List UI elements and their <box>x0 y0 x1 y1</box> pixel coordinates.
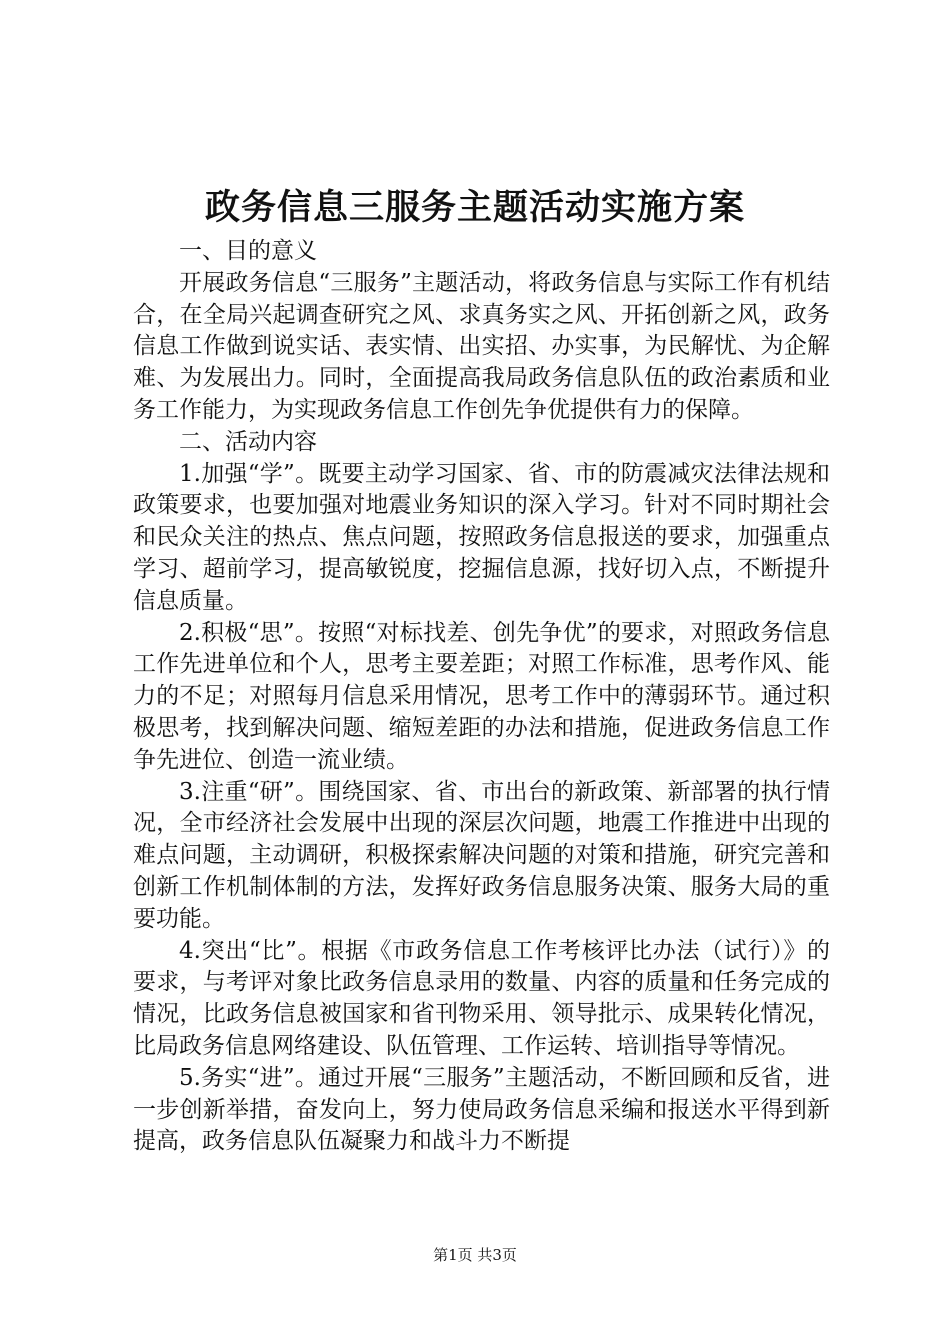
paragraph-item-3: 3.注重“研”。围绕国家、省、市出台的新政策、新部署的执行情况，全市经济社会发展中出现的深层次问题，地震工作推进中出现的难点问题，主动调研，积极探索解决问题的对策和措施，研究完善和创新工作机制体制的方法，发挥好政务信息服务决策、服务大局的重要功能。 <box>133 778 830 932</box>
paragraph-item-2: 2.积极“思”。按照“对标找差、创先争优”的要求，对照政务信息工作先进单位和个人，思考主要差距；对照工作标准，思考作风、能力的不足；对照每月信息采用情况，思考工作中的薄弱环节。通过积极思考，找到解决问题、缩短差距的办法和措施，促进政务信息工作争先进位、创造一流业绩。 <box>133 619 830 773</box>
document-body <box>133 236 830 1158</box>
paragraph-item-1: 1.加强“学”。既要主动学习国家、省、市的防震减灾法律法规和政策要求，也要加强对地震业务知识的深入学习。针对不同时期社会和民众关注的热点、焦点问题，按照政务信息报送的要求，加强重点学习、超前学习，提高敏锐度，挖掘信息源，找好切入点，不断提升信息质量。 <box>133 460 830 614</box>
document-title: 政务信息三服务主题活动实施方案 <box>204 188 745 228</box>
section-heading-purpose: 一、目的意义 <box>179 238 317 264</box>
paragraph-purpose: 开展政务信息“三服务”主题活动，将政务信息与实际工作有机结合，在全局兴起调查研究之风、求真务实之风、开拓创新之风，政务信息工作做到说实话、表实情、出实招、办实事，为民解忧、为企解难、为发展出力。同时，全面提高我局政务信息队伍的政治素质和业务工作能力，为实现政务信息工作创先争优提供有力的保障。 <box>133 269 830 423</box>
paragraph-item-5: 5.务实“进”。通过开展“三服务”主题活动，不断回顾和反省，进一步创新举措，奋发向上，努力使局政务信息采编和报送水平得到新提高，政务信息队伍凝聚力和战斗力不断提 <box>133 1064 830 1155</box>
paragraph-item-4: 4.突出“比”。根据《市政务信息工作考核评比办法（试行）》的要求，与考评对象比政务信息录用的数量、内容的质量和任务完成的情况，比政务信息被国家和省刊物采用、领导批示、成果转化情况，比局政务信息网络建设、队伍管理、工作运转、培训指导等情况。 <box>133 937 830 1059</box>
page-number-footer: 第1页 共3页 <box>433 1246 517 1264</box>
section-heading-content: 二、活动内容 <box>179 428 317 455</box>
